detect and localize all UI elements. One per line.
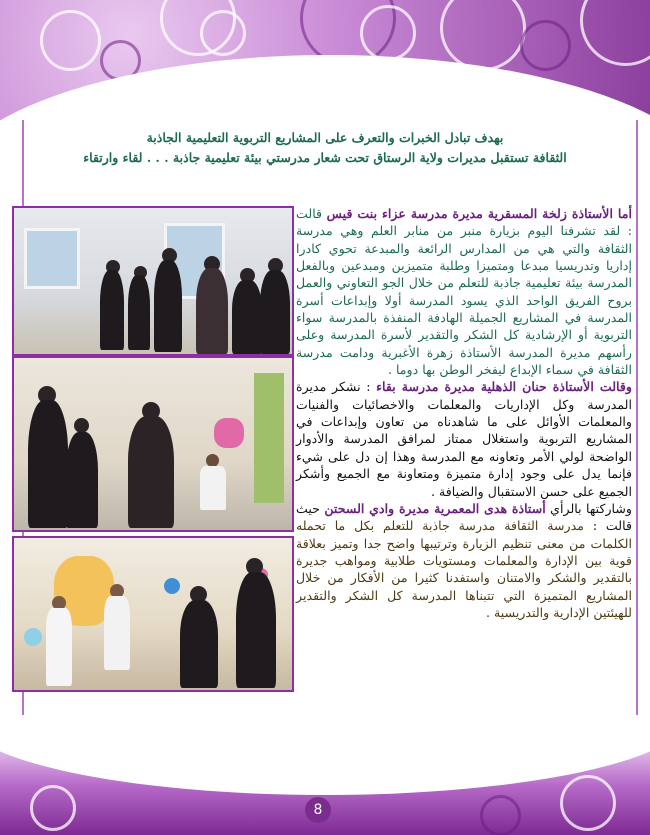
paragraph-2 [296, 378, 632, 499]
visitors-corridor-photo [12, 206, 294, 356]
speaker-1-name: أما الأستاذة زلخة المسقرية مديرة مدرسة عزاء بنت قيس [326, 206, 632, 221]
headline-line-1: بهدف تبادل الخبرات والتعرف على المشاريع التربوية التعليمية الجاذبة [146, 130, 504, 145]
page-number: 8 [305, 797, 331, 823]
speaker-1-quote: قالت : لقد تشرفنا اليوم بزيارة منبر من منابر العلم وهي مدرسة الثقافة والتي هي من المدارس الرائعة والمبدعة تحوي كادرا إداريا وتدريسيا مبدعا ومتميزا وطلبة متميزين ومبدعين وبالفعل المدرسة بيئة تعليمية جاذبة للتعلم من خلال الجو التعاوني والعمل بروح الفريق الواحد الذي يسود المدرسة أولا وإبداعات أسرة المدرسة في المشاريع الجميلة الهادفة المنفذة بالمدرسة سواء التربوية أو الإرشادية كل الشكر والتقدير لأسرة المدرسة وعلى رأسهم مديرة المدرسة الأستاذة زهرة الأغبرية ودامت مدرسة الثقافة في سماء الإبداع ليفخر الوطن بها دوما . [296, 206, 632, 378]
speaker-3-lead: وشاركتها بالرأي [545, 500, 633, 516]
speaker-3-said: حيث قالت : [296, 500, 632, 534]
paragraph-1 [296, 205, 632, 378]
speaker-3-name: أستاذة هدى المعمرية مديرة وادي السحتن [324, 500, 546, 516]
students-visitors-photo [12, 536, 294, 692]
article-text [296, 205, 632, 621]
speaker-3-quote: مدرسة الثقافة مدرسة جاذبة للتعلم بكل ما تحمله الكلمات من معنى تنظيم الزيارة وترتيبها واضح جدا وتميز بعلاقة قوية بين الإدارة والمعلمات ومستويات طلابية ومواهب جديرة بالتقدير والشكر والامتنان واستفدنا كثيرا من الأفكار من خلال المشاريع المتميزة التي تتبناها المدرسة كل الشكر والتقدير للهيئتين الإدارية والتدريسية . [296, 518, 632, 620]
speaker-2-name: وقالت الأستاذة حنان الذهلية مديرة مدرسة بقاء [376, 379, 632, 395]
speaker-2-quote: : نشكر مديرة المدرسة وكل الإداريات والمعلمات والاخصائيات والفنيات والمعلمات الأوائل على ما شاهدناه من تعاون وإبداعات في المشاريع التربوية واستغلال ممتاز لمرافق المدرسة والأدوار الواضحة لولي الأمر وتعاونه مع المدرسة وهذا إن دل على شيء فإنما يدل على وجود إدارة متميزة ومتعاونة مع الجميع وأشكر الجميع على حسن الاستقبال والضيافة . [296, 379, 632, 499]
visitors-hallway-photo [12, 356, 294, 532]
paragraph-3 [296, 500, 632, 621]
headline-line-2: الثقافة تستقبل مديرات ولاية الرستاق تحت شعار مدرستي بيئة تعليمية جاذبة . . . لقاء وارتقاء [83, 150, 567, 165]
